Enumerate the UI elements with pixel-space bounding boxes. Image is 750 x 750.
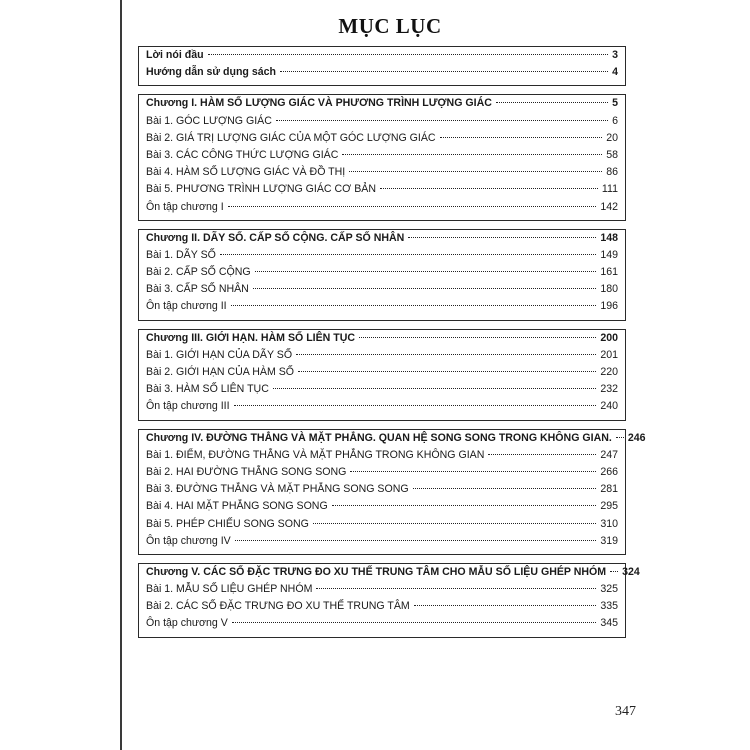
dot-leader <box>414 605 597 606</box>
toc-heading-row <box>146 565 640 583</box>
toc-heading-row <box>146 232 618 249</box>
toc-entry-row <box>146 201 618 218</box>
toc-entry-label: Chương V. CÁC SỐ ĐẶC TRƯNG ĐO XU THẾ TRUNG TÂM CHO MẪU SỐ LIỆU GHÉP NHÓM <box>146 565 607 578</box>
dot-leader <box>488 454 596 455</box>
toc-entry-row <box>146 300 618 317</box>
toc-entry-label: Lời nói đầu <box>146 49 204 61</box>
toc-entry-label: Bài 1. GÓC LƯỢNG GIÁC <box>146 114 272 127</box>
toc-entry-page: 325 <box>600 583 618 596</box>
dot-leader <box>349 171 602 172</box>
book-spine-line <box>120 0 122 750</box>
dot-leader <box>496 102 608 103</box>
toc-entry-row <box>146 349 618 366</box>
toc-entry-row <box>146 183 618 200</box>
dot-leader <box>332 505 597 506</box>
toc-entry-row <box>146 400 618 417</box>
toc-entry-row <box>146 132 618 149</box>
toc-entry-page: 5 <box>612 97 618 110</box>
toc-heading-row <box>146 97 618 114</box>
toc-entry-row <box>146 449 618 466</box>
toc-entry-page: 58 <box>606 148 618 161</box>
dot-leader <box>228 206 597 207</box>
toc-entry-label: Bài 2. CẤP SỐ CỘNG <box>146 266 251 279</box>
dot-leader <box>232 622 597 623</box>
dot-leader <box>208 54 609 55</box>
toc-entry-label: Bài 4. HÀM SỐ LƯỢNG GIÁC VÀ ĐỒ THỊ <box>146 166 346 179</box>
toc-section <box>138 229 626 321</box>
toc-entry-page: 3 <box>612 49 618 61</box>
dot-leader <box>342 154 602 155</box>
toc-entry-row <box>146 249 618 266</box>
toc-entry-row <box>146 266 618 283</box>
toc-entry-label: Bài 1. GIỚI HẠN CỦA DÃY SỐ <box>146 348 293 361</box>
toc-entry-page: 196 <box>600 300 618 313</box>
toc-entry-page: 335 <box>600 600 618 613</box>
toc-entry-label: Bài 2. HAI ĐƯỜNG THẲNG SONG SONG <box>146 465 347 478</box>
toc-entry-page: 200 <box>600 331 618 344</box>
toc-entry-label: Bài 3. HÀM SỐ LIÊN TỤC <box>146 383 269 396</box>
dot-leader <box>408 237 596 238</box>
toc-entry-page: 149 <box>600 248 618 261</box>
toc-entry-page: 6 <box>612 114 618 127</box>
toc-entry-page: 324 <box>622 565 640 578</box>
toc-entry-row <box>146 600 618 617</box>
toc-entry-row <box>146 535 618 552</box>
toc-entry-row <box>146 366 618 383</box>
toc-entry-row <box>146 583 618 600</box>
toc-entry-label: Ôn tập chương IV <box>146 534 231 547</box>
dot-leader <box>220 254 596 255</box>
dot-leader <box>313 523 596 524</box>
dot-leader <box>234 405 597 406</box>
toc-entry-row <box>146 466 618 483</box>
dot-leader <box>296 354 596 355</box>
toc-entry-page: 266 <box>600 465 618 478</box>
toc-entry-label: Bài 2. GIÁ TRỊ LƯỢNG GIÁC CỦA MỘT GÓC LƯỢNG GIÁC <box>146 131 436 144</box>
dot-leader <box>280 71 608 72</box>
toc-entry-page: 319 <box>600 534 618 547</box>
dot-leader <box>273 388 596 389</box>
toc-entry-page: 142 <box>600 200 618 213</box>
toc-entry-page: 111 <box>601 183 618 196</box>
dot-leader <box>380 188 598 189</box>
toc-entry-page: 247 <box>600 448 618 461</box>
toc-entry-label: Bài 2. GIỚI HẠN CỦA HÀM SỐ <box>146 366 295 378</box>
toc-entry-page: 180 <box>600 283 618 296</box>
dot-leader <box>276 120 608 121</box>
toc-section <box>138 94 626 220</box>
toc-entry-row <box>146 500 618 517</box>
toc-entry-label: Chương I. HÀM SỐ LƯỢNG GIÁC VÀ PHƯƠNG TRÌNH LƯỢNG GIÁC <box>146 97 492 110</box>
dot-leader <box>610 571 618 572</box>
toc-heading-row <box>146 66 618 83</box>
toc-entry-page: 232 <box>600 383 618 396</box>
toc-entry-label: Bài 3. CÁC CÔNG THỨC LƯỢNG GIÁC <box>146 148 339 161</box>
toc-entry-label: Ôn tập chương III <box>146 400 230 413</box>
dot-leader <box>616 437 624 438</box>
dot-leader <box>231 305 597 306</box>
toc-entry-row <box>146 518 618 535</box>
toc-heading-row <box>146 49 618 66</box>
dot-leader <box>298 371 596 372</box>
toc-entry-label: Bài 1. MẪU SỐ LIỆU GHÉP NHÓM <box>146 583 313 596</box>
toc-entry-label: Bài 1. ĐIỂM, ĐƯỜNG THẲNG VÀ MẶT PHẲNG TRONG KHÔNG GIAN <box>146 448 485 461</box>
toc-section <box>138 46 626 86</box>
page-title: MỤC LỤC <box>338 14 442 38</box>
toc-entry-page: 240 <box>600 400 618 413</box>
toc-section <box>138 563 640 638</box>
toc-entry-row <box>146 617 618 634</box>
dot-leader <box>235 540 597 541</box>
page-number: 347 <box>615 704 636 719</box>
toc-heading-row <box>146 332 618 349</box>
toc-entry-page: 246 <box>627 431 646 444</box>
toc-entry-label: Chương III. GIỚI HẠN. HÀM SỐ LIÊN TỤC <box>146 331 356 344</box>
dot-leader <box>255 271 597 272</box>
toc-entry-label: Ôn tập chương V <box>146 617 228 630</box>
toc-entry-row <box>146 383 618 400</box>
toc-entry-label: Bài 2. CÁC SỐ ĐẶC TRƯNG ĐO XU THẾ TRUNG TÂM <box>146 600 410 613</box>
toc-entry-label: Chương IV. ĐƯỜNG THẲNG VÀ MẶT PHẲNG. QUAN HỆ SONG SONG TRONG KHÔNG GIAN. <box>146 431 612 444</box>
toc-entry-page: 161 <box>600 266 618 279</box>
dot-leader <box>350 471 596 472</box>
toc-entry-row <box>146 283 618 300</box>
toc-entry-label: Bài 3. ĐƯỜNG THẲNG VÀ MẶT PHẲNG SONG SONG <box>146 483 409 496</box>
toc-entry-row <box>146 166 618 183</box>
toc-entry-page: 148 <box>600 231 618 244</box>
dot-leader <box>440 137 603 138</box>
toc-section <box>138 429 646 555</box>
toc-entry-row <box>146 115 618 132</box>
toc-entry-label: Bài 5. PHƯƠNG TRÌNH LƯỢNG GIÁC CƠ BẢN <box>146 183 376 196</box>
toc-entry-page: 201 <box>600 348 618 361</box>
toc-entry-label: Hướng dẫn sử dụng sách <box>146 66 276 79</box>
toc-entry-row <box>146 149 618 166</box>
toc-entry-label: Ôn tập chương I <box>146 200 224 213</box>
toc-entry-row <box>146 483 618 500</box>
toc-heading-row <box>146 431 646 449</box>
table-of-contents <box>138 46 646 646</box>
toc-section <box>138 329 626 421</box>
toc-entry-page: 281 <box>600 483 618 496</box>
toc-entry-label: Bài 5. PHÉP CHIẾU SONG SONG <box>146 517 309 530</box>
toc-entry-page: 4 <box>612 66 618 79</box>
toc-entry-label: Bài 4. HAI MẶT PHẲNG SONG SONG <box>146 500 328 513</box>
dot-leader <box>413 488 597 489</box>
toc-entry-page: 310 <box>600 517 618 530</box>
dot-leader <box>359 337 596 338</box>
dot-leader <box>253 288 596 289</box>
toc-entry-page: 220 <box>600 366 618 378</box>
toc-entry-label: Chương II. DÃY SỐ. CẤP SỐ CỘNG. CẤP SỐ NHÂN <box>146 231 405 244</box>
toc-entry-page: 86 <box>606 166 618 179</box>
dot-leader <box>316 588 596 589</box>
toc-entry-label: Bài 3. CẤP SỐ NHÂN <box>146 283 249 296</box>
toc-entry-label: Bài 1. DÃY SỐ <box>146 248 216 261</box>
toc-entry-label: Ôn tập chương II <box>146 300 227 313</box>
toc-entry-page: 345 <box>600 617 618 630</box>
toc-entry-page: 20 <box>606 131 618 144</box>
toc-entry-page: 295 <box>600 500 618 513</box>
